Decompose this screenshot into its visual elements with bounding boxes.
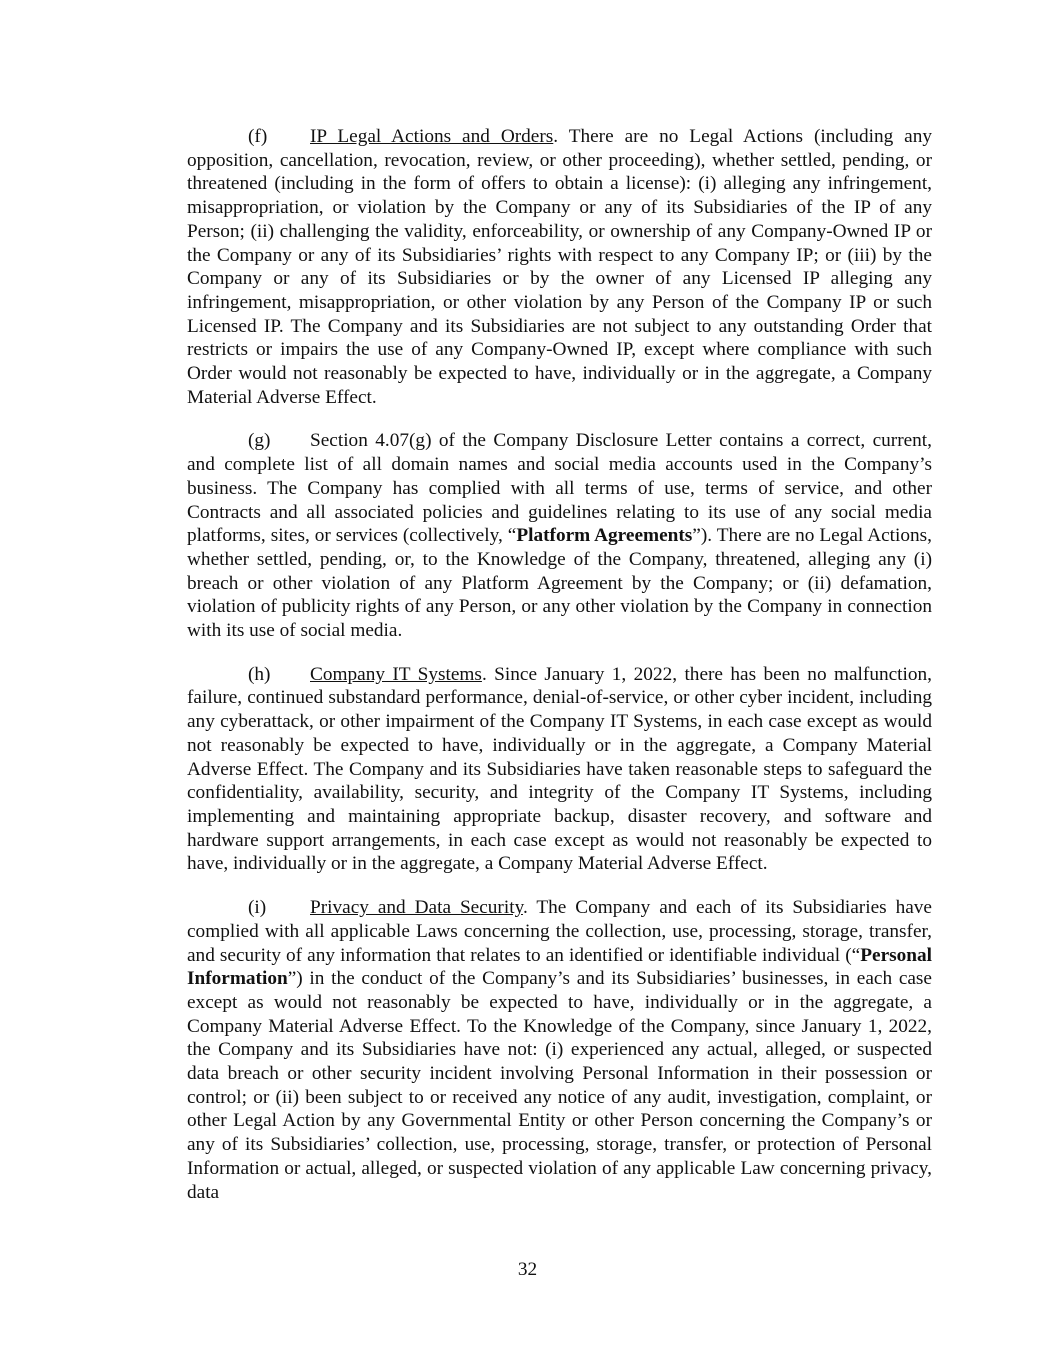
paragraph-text: ”) in the conduct of the Company’s and its Subsidiaries’ businesses, in each case except as would not reasonably be expected to have, individually or in the aggregate, a Company Material Adverse Effect. To the Knowledge of the Company, since January 1, 2022, the Company and its Subsidiaries have not: (i) experienced any actual, alleged, or suspected data breach or other security incident involving Personal Information in their possession or control; or (ii) been subject to or received any notice of any audit, investigation, complaint, or other Legal Action by any Governmental Entity or other Person concerning the Company’s or any of its Subsidiaries’ collection, use, processing, storage, transfer, or protection of Personal Information or actual, alleged, or suspected violation of any applicable Law concerning privacy, data <box>187 968 932 1203</box>
paragraph-text: . There are no Legal Actions (including any opposition, cancellation, revocation, review, or other proceeding), whether settled, pending, or threatened (including in the form of offers to obtain a license): (i) alleging any infringement, misappropriation, or violation by the Company or any of its Subsidiaries of the IP of any Person; (ii) challenging the validity, enforceability, or ownership of any Company-Owned IP or the Company or any of its Subsidiaries’ rights with respect to any Company IP; or (iii) by the Company or any of its Subsidiaries or by the owner of any Licensed IP alleging any infringement, misappropriation, or other violation by any Person of the Company IP or such Licensed IP. The Company and its Subsidiaries are not subject to any outstanding Order that restricts or impairs the use of any Company-Owned IP, except where compliance with such Order would not reasonably be expected to have, individually or in the aggregate, a Company Material Adverse Effect. <box>187 126 932 408</box>
paragraph-f <box>187 125 932 409</box>
section-heading: Privacy and Data Security <box>310 897 523 919</box>
section-heading: IP Legal Actions and Orders <box>310 126 554 147</box>
paragraph-marker: (f) <box>248 126 268 147</box>
paragraph-text: ”). There are no Legal Actions, whether settled, pending, or, to the Knowledge of the Company, threatened, alleging any (i) breach or other violation of any Platform Agreement by the Company; or (ii) defamation, violation of publicity rights of any Person, or any other violation by the Company in connection with its use of social media. <box>187 525 932 642</box>
page-number: 32 <box>517 1259 538 1280</box>
paragraph-marker: (g) <box>248 430 271 452</box>
paragraph-g <box>187 429 932 642</box>
defined-term: Platform Agreements <box>516 525 693 547</box>
paragraph-marker: (h) <box>248 663 271 685</box>
paragraph-i <box>187 896 932 1204</box>
section-heading: Company IT Systems <box>310 663 482 685</box>
paragraph-text: Section 4.07(g) of the Company Disclosure Letter contains a correct, current, and complete list of all domain names and social media accounts used in the Company’s business. The Company has complied with all terms of use, terms of service, and other Contracts and all associated policies and guidelines relating to its use of any social media platforms, sites, or services (collectively, “ <box>187 430 932 547</box>
paragraph-text: . Since January 1, 2022, there has been no malfunction, failure, continued substandard performance, denial-of-service, or other cyber incident, including any cyberattack, or other impairment of the Company IT Systems, in each case except as would not reasonably be expected to have, individually or in the aggregate, a Company Material Adverse Effect. The Company and its Subsidiaries have taken reasonable steps to safeguard the confidentiality, availability, security, and integrity of the Company IT Systems, including implementing and maintaining appropriate backup, disaster recovery, and software and hardware support arrangements, in each case except as would not reasonably be expected to have, individually or in the aggregate, a Company Material Adverse Effect. <box>187 663 932 875</box>
paragraph-text: . The Company and each of its Subsidiaries have complied with all applicable Laws concerning the collection, use, processing, storage, transfer, and security of any information that relates to an identified or identifiable individual (“ <box>187 897 932 966</box>
paragraph-marker: (i) <box>248 897 267 919</box>
defined-term: Personal Information <box>187 944 932 990</box>
paragraph-h <box>187 663 932 876</box>
document-body <box>187 125 932 1224</box>
